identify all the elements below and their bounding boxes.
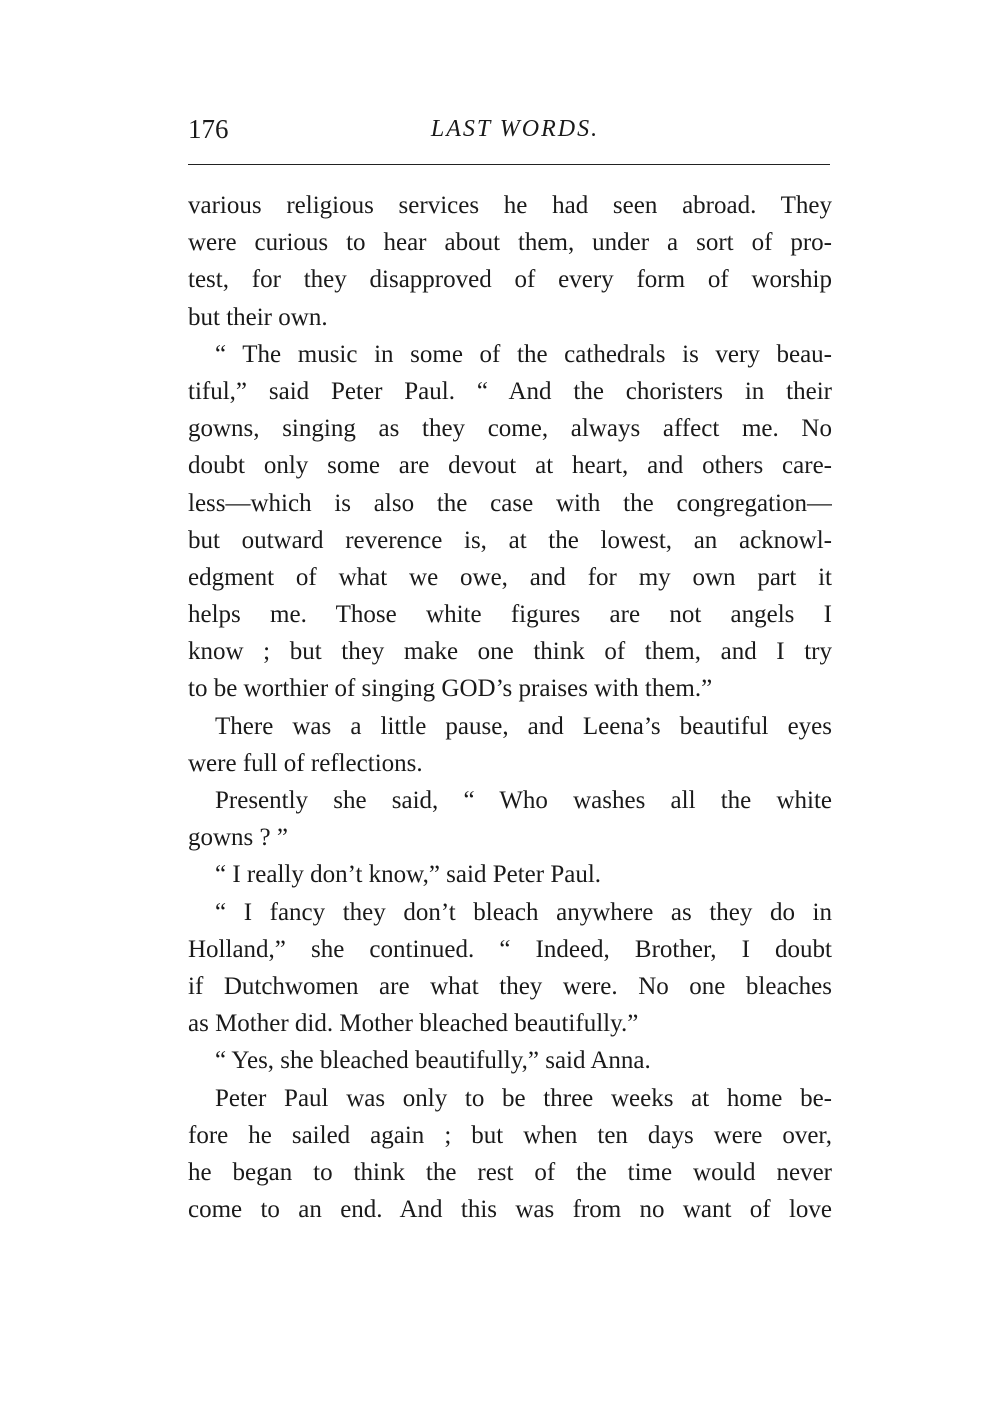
text-line: various religious services he had seen abroad. They [188,192,832,219]
text-line: but their own. [188,303,328,331]
text-line: were curious to hear about them, under a sort of pro- [188,229,832,257]
running-title: LAST WORDS. [430,116,600,142]
text-line: fore he sailed again ; but when ten days were over, [188,1121,832,1149]
text-line: helps me. Those white figures are not angels I [188,601,832,629]
text-line: know ; but they make one think of them, and I try [188,638,832,666]
text-line: doubt only some are devout at heart, and others care- [188,452,832,480]
text-line: to be worthier of singing GOD’s praises with them.” [188,675,713,703]
text-line: “ The music in some of the cathedrals is very beau- [215,340,832,368]
text-line: “ I really don’t know,” said Peter Paul. [215,861,602,889]
text-line: Peter Paul was only to be three weeks at home be- [215,1084,832,1112]
text-line: were full of reflections. [188,749,423,777]
text-line: he began to think the rest of the time would never [188,1158,832,1186]
page-number: 176 [188,114,229,144]
text-line: test, for they disapproved of every form of worship [188,266,832,294]
text-line: edgment of what we owe, and for my own part it [188,563,832,591]
text-line: but outward reverence is, at the lowest, an acknowl- [188,526,832,554]
text-line: as Mother did. Mother bleached beautifully.” [188,1010,639,1038]
text-line: come to an end. And this was from no want of love [188,1196,832,1224]
text-line: “ Yes, she bleached beautifully,” said Anna. [215,1047,651,1075]
body-text [188,187,832,1228]
text-line: There was a little pause, and Leena’s beautiful eyes [215,712,832,740]
text-line: gowns, singing as they come, always affect me. No [188,415,832,443]
text-line: Holland,” she continued. “ Indeed, Brother, I doubt [188,935,832,963]
text-line: less—which is also the case with the congregation— [188,489,832,517]
text-line: “ I fancy they don’t bleach anywhere as they do in [215,898,832,926]
text-line: gowns ? ” [188,824,288,852]
text-line: tiful,” said Peter Paul. “ And the choristers in their [188,377,832,405]
header-rule [188,164,830,165]
text-line: Presently she said, “ Who washes all the white [215,787,832,814]
text-line: if Dutchwomen are what they were. No one bleaches [188,972,832,1000]
